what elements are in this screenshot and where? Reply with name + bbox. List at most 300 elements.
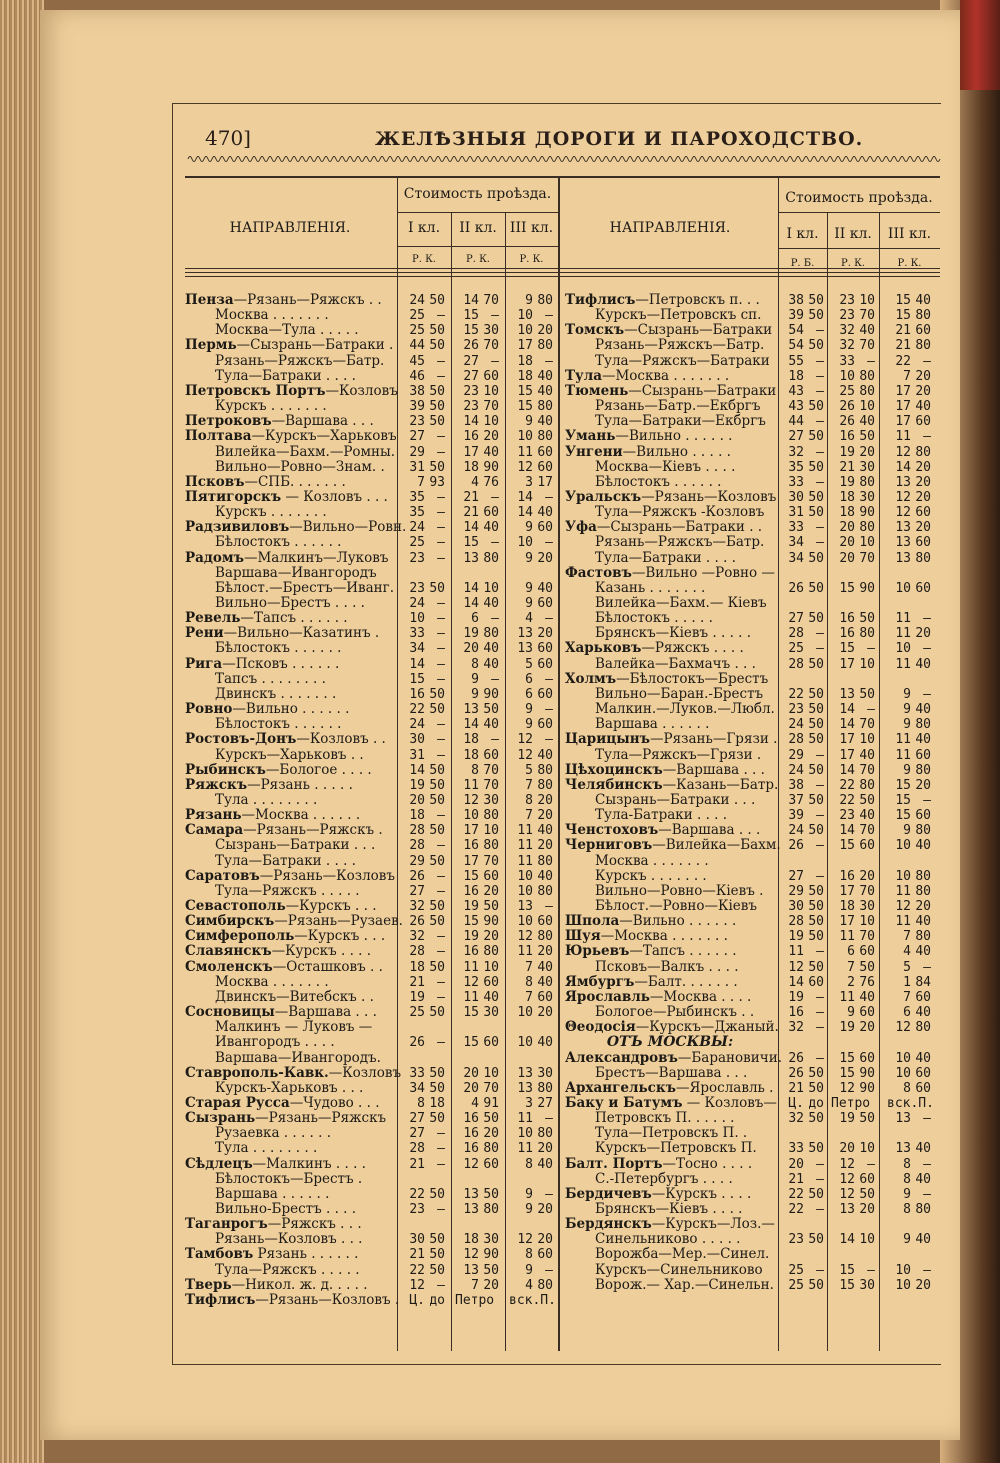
fare-class-2: 23 10: [463, 383, 499, 399]
fare-class-2: 11 70: [839, 929, 875, 945]
fare-class-3: 6 40: [903, 1005, 931, 1021]
right-table-row: [565, 626, 975, 641]
fare-class-2: 12 60: [463, 974, 499, 990]
fare-class-2: 13 50: [463, 1262, 499, 1278]
left-table-row: [185, 869, 593, 884]
fare-class-1: 27 —: [788, 868, 824, 884]
fare-class-3: 22 —: [895, 353, 931, 369]
fare-class-3: 18 40: [517, 368, 553, 384]
fare-class-3: 8 —: [903, 1156, 931, 1172]
route-name: Тула—Батраки—Екбргъ: [595, 413, 766, 430]
fare-class-2: 4 76: [471, 474, 499, 490]
fare-class-1: Ц. до: [788, 1095, 824, 1111]
route-name: Шпола—Вильно . . . . . .: [565, 913, 737, 930]
route-name: Уфа—Сызрань—Батраки . .: [565, 519, 763, 536]
fare-class-1: 39 —: [788, 808, 824, 824]
fare-class-1: 22 50: [409, 1262, 445, 1278]
fare-class-2: 17 10: [839, 914, 875, 930]
fare-class-2: 22 50: [839, 792, 875, 808]
fare-class-3: 10 80: [517, 1126, 553, 1142]
route-name: Бѣлостокъ . . . . . .: [215, 534, 342, 551]
fare-class-1: 35 —: [409, 489, 445, 505]
right-table-row: [565, 338, 975, 353]
fare-class-1: 30 50: [409, 1232, 445, 1248]
fare-class-3: 10 40: [517, 868, 553, 884]
fare-class-2: 19 20: [463, 929, 499, 945]
left-table-row: [185, 1066, 593, 1081]
fare-class-1: 54 50: [788, 338, 824, 354]
route-name: Тюмень—Сызрань—Батраки: [565, 382, 777, 399]
fare-class-1: 22 —: [788, 1202, 824, 1217]
route-name: Тамбовъ Рязань . . . . . .: [185, 1246, 359, 1263]
fare-class-2: 16 20: [463, 883, 499, 899]
fare-class-1: 16 —: [788, 1005, 824, 1021]
right-table-row: [565, 1187, 975, 1202]
fare-class-3: 13 —: [517, 899, 553, 914]
fare-class-1: 26 —: [788, 1050, 824, 1066]
route-name: Курскъ-Харьковъ . . .: [215, 1079, 364, 1096]
fare-class-2: 16 20: [839, 868, 875, 884]
route-name: Бѣлостокъ . . . . .: [595, 610, 713, 627]
fare-class-3: 8 60: [903, 1080, 931, 1096]
route-name: Тула—Петровскъ П. .: [595, 1125, 748, 1142]
route-name: Самара—Рязань—Ряжскъ .: [185, 822, 383, 839]
right-table-row: [565, 748, 975, 763]
route-name: Радомъ—Малкинъ—Луковъ: [185, 549, 389, 566]
fare-class-3: 10 40: [517, 1035, 553, 1051]
right-table-row: [565, 732, 975, 747]
left-table-row: [185, 1126, 593, 1141]
route-name: С.-Петербургъ . . . .: [595, 1170, 733, 1187]
fare-class-2: 26 70: [463, 338, 499, 354]
right-table-row: [565, 960, 975, 975]
route-name: Москва—Кіевъ . . . .: [595, 458, 736, 475]
fare-class-2: 17 40: [839, 747, 875, 763]
fare-class-2: 15 60: [463, 868, 499, 884]
fare-class-2: 20 70: [839, 550, 875, 566]
fare-class-1: 19 —: [788, 989, 824, 1005]
left-table-row: [185, 1217, 593, 1232]
fare-class-1: 26 —: [409, 1035, 445, 1051]
fare-class-3: 13 —: [895, 1111, 931, 1127]
fare-class-2: 23 70: [463, 399, 499, 415]
fare-class-2: 4 91: [471, 1095, 499, 1111]
left-table-row: [185, 445, 593, 460]
fare-class-3: 12 60: [517, 459, 553, 475]
route-name: Тула—Москва . . . . . . .: [565, 367, 730, 384]
route-name: Ревель—Тапсъ . . . . . .: [185, 610, 348, 627]
route-name: Курскъ—Синельниково: [595, 1261, 763, 1278]
route-name: Тула—Ряжскъ -Козловъ: [595, 504, 765, 521]
route-name: Малкинъ — Луковъ —: [215, 1019, 373, 1036]
bookmark-ribbon: [960, 0, 1000, 90]
fare-class-2: 6 —: [471, 611, 499, 627]
fare-class-1: 25 —: [409, 535, 445, 551]
book-page-edges: [0, 0, 44, 1463]
fare-class-2: 15 30: [463, 1005, 499, 1021]
fare-class-1: 23 50: [409, 580, 445, 596]
right-table-row: [565, 445, 975, 460]
fare-class-2: 18 30: [839, 489, 875, 505]
left-table-row: [185, 399, 593, 414]
fare-class-1: 23 —: [409, 550, 445, 566]
fare-class-1: 12 50: [788, 959, 824, 975]
route-name: Тула-Батраки . . . .: [595, 807, 728, 824]
fare-class-3: 15 —: [895, 792, 931, 808]
route-name: Брянскъ—Кіевъ . . . . .: [595, 625, 752, 642]
fare-class-1: 24 —: [409, 596, 445, 611]
fare-class-1: 32 —: [788, 1020, 824, 1036]
fare-class-3: 15 60: [895, 808, 931, 824]
fare-class-3: 21 80: [895, 338, 931, 354]
route-name: Смоленскъ—Осташковъ . .: [185, 958, 383, 975]
fare-class-1: 27 50: [409, 1111, 445, 1127]
fare-class-2: 11 40: [839, 989, 875, 1005]
fare-class-3: вск.П.: [509, 1292, 556, 1308]
route-name: Тула—Ряжскъ—Грязи .: [595, 746, 762, 763]
route-name: Москва . . . . . . .: [215, 973, 329, 990]
fare-class-1: 32 —: [409, 929, 445, 945]
route-name: Варшава—Ивангородъ.: [215, 1049, 381, 1066]
route-name: Москва—Тула . . . . .: [215, 322, 359, 339]
route-name: Ворожба—Мер.—Синел.: [595, 1246, 770, 1263]
left-table-row: [185, 535, 593, 550]
left-table-row: [185, 596, 593, 611]
fare-class-3: 15 80: [895, 308, 931, 324]
route-name: Цѣхоцинскъ—Варшава . . .: [565, 761, 765, 778]
left-table-row: [185, 1263, 593, 1278]
left-table-row: [185, 414, 593, 429]
route-name: Томскъ—Сызрань—Батраки: [565, 322, 773, 339]
fare-class-2: 20 70: [463, 1080, 499, 1096]
fare-class-3: 7 60: [903, 989, 931, 1005]
route-name: Рени—Вильно—Казатинъ .: [185, 625, 380, 642]
left-table-row: [185, 1172, 593, 1187]
fare-class-2: 18 30: [839, 899, 875, 914]
fare-class-2: 20 40: [463, 641, 499, 657]
right-table-row: [565, 641, 975, 656]
route-name: Бердичевъ—Курскъ . . . .: [565, 1185, 752, 1202]
fare-class-3: 15 20: [895, 777, 931, 793]
fare-class-2: 18 30: [463, 1232, 499, 1248]
route-name: Бѣлост.—Ровно—Кіевъ: [595, 898, 757, 914]
fare-class-1: 16 50: [409, 686, 445, 702]
fare-class-3: 10 —: [895, 641, 931, 657]
fare-class-1: 43 50: [788, 399, 824, 415]
fare-class-3: 1 84: [903, 974, 931, 990]
fare-class-3: 11 —: [895, 611, 931, 627]
fare-class-2: 14 40: [463, 520, 499, 536]
fare-class-2: 32 40: [839, 323, 875, 339]
left-table-row: [185, 338, 593, 353]
right-table-row: [565, 323, 975, 338]
left-table-row: [185, 384, 593, 399]
route-name: Варшава . . . . . .: [215, 1185, 330, 1202]
fare-class-1: 33 50: [409, 1065, 445, 1081]
fare-class-1: 30 50: [788, 489, 824, 505]
route-name: Валейка—Бахмачъ . . .: [595, 655, 756, 672]
fare-class-2: 14 40: [463, 596, 499, 611]
right-table-row: [565, 384, 975, 399]
route-name: Петровскъ Портъ—Козловъ: [185, 382, 398, 399]
right-table-row: [565, 1020, 975, 1035]
fare-class-1: 12 —: [409, 1277, 445, 1293]
fare-class-2: 12 —: [839, 1156, 875, 1172]
fare-class-1: 31 —: [409, 747, 445, 763]
right-table-row: [565, 354, 975, 369]
route-name: Тула—Батраки . . . .: [595, 549, 736, 566]
fare-class-3: 10 —: [517, 308, 553, 324]
fare-class-2: 13 20: [839, 1202, 875, 1217]
left-table-row: [185, 778, 593, 793]
route-name: Вильно—Ровно—Знам. .: [215, 458, 385, 475]
page-number: 470]: [205, 126, 251, 150]
left-table-row: [185, 1111, 593, 1126]
fare-class-2: 18 90: [839, 505, 875, 521]
fare-class-2: 14 70: [839, 823, 875, 839]
route-name: Унгени—Вильно . . . . .: [565, 443, 731, 460]
fare-class-1: 25 —: [788, 1262, 824, 1278]
fare-class-2: 27 —: [463, 353, 499, 369]
left-table-row: [185, 460, 593, 475]
fare-class-1: 22 50: [409, 1186, 445, 1202]
fare-class-1: 37 50: [788, 792, 824, 808]
fare-class-1: 25 50: [409, 323, 445, 339]
route-name: Вилейка—Бахм.—Ромны.: [215, 443, 396, 460]
fare-class-3: 9 —: [903, 1186, 931, 1202]
section-heading: ОТЪ МОСКВЫ:: [606, 1034, 734, 1051]
fare-class-3: 7 20: [903, 368, 931, 384]
fare-class-1: 10 —: [409, 611, 445, 627]
fare-class-2: 17 40: [463, 444, 499, 460]
fare-class-3: 11 20: [517, 1141, 553, 1157]
fare-class-3: 10 60: [895, 580, 931, 596]
route-name: Сызрань—Рязань—Ряжскъ: [185, 1110, 387, 1127]
left-table-row: [185, 657, 593, 672]
fare-class-3: 8 60: [525, 1247, 553, 1263]
right-table-row: [565, 596, 975, 611]
right-table-row: [565, 1096, 975, 1111]
route-name: Тула—Батраки . . . .: [215, 852, 356, 869]
fare-class-1: 18 —: [409, 808, 445, 824]
route-name: Курскъ—Петровскъ П.: [595, 1140, 757, 1157]
right-table-row: [565, 717, 975, 732]
route-name: Псковъ—Валкъ . . . .: [595, 958, 739, 975]
right-table-row: [565, 414, 975, 429]
route-name: Баку и Батумъ — Козловъ—: [565, 1094, 777, 1111]
route-name: Тифлисъ—Рязань—Козловъ .: [185, 1291, 400, 1308]
fare-class-1: 31 50: [409, 459, 445, 475]
fare-class-1: 34 —: [788, 535, 824, 551]
right-table-row: [565, 505, 975, 520]
fare-class-2: 16 20: [463, 429, 499, 445]
fare-class-2: 8 70: [471, 762, 499, 778]
fare-class-2: 6 60: [847, 944, 875, 960]
left-table-row: [185, 1202, 593, 1217]
route-name: Бологое—Рыбинскъ . .: [595, 1004, 755, 1021]
fare-class-2: 26 10: [839, 399, 875, 415]
left-fare-header: Стоимость проѣзда.: [403, 186, 552, 202]
right-table-row: [565, 657, 975, 672]
fare-class-2: 11 10: [463, 959, 499, 975]
fare-class-1: 18 —: [788, 368, 824, 384]
left-unit-2: Р. К.: [465, 254, 490, 265]
left-table-row: [185, 308, 593, 323]
route-name: Симферополь—Курскъ . . .: [185, 928, 386, 945]
fare-class-3: 11 40: [895, 656, 931, 672]
fare-class-1: 26 —: [788, 838, 824, 854]
route-name: Ставрополь-Кавк.—Козловъ: [185, 1064, 402, 1081]
fare-class-1: 28 —: [409, 944, 445, 960]
route-name: Тула—Ряжскъ . . . . .: [215, 882, 360, 899]
route-name: Рязань—Козловъ . . .: [215, 1231, 363, 1248]
fare-class-3: 8 40: [903, 1171, 931, 1187]
fare-class-2: 14 10: [463, 580, 499, 596]
fare-class-2: 19 20: [839, 1020, 875, 1036]
left-table-row: [185, 899, 593, 914]
fare-class-3: 10 20: [517, 1005, 553, 1021]
fare-class-1: 24 50: [788, 717, 824, 733]
left-class-1: I кл.: [407, 220, 441, 236]
route-name: Тифлисъ—Петровскъ п. . .: [565, 292, 760, 308]
fare-class-2: 10 80: [839, 368, 875, 384]
left-table-row: [185, 475, 593, 490]
fare-class-3: 3 27: [525, 1095, 553, 1111]
fare-class-2: 18 60: [463, 747, 499, 763]
left-table-row: [185, 1232, 593, 1247]
left-table-row: [185, 717, 593, 732]
fare-class-2: 20 10: [463, 1065, 499, 1081]
right-table-row: [565, 429, 975, 444]
fare-class-1: 26 —: [409, 868, 445, 884]
right-table-row: [565, 369, 975, 384]
fare-class-2: 20 10: [839, 1141, 875, 1157]
fare-class-3: 10 80: [895, 868, 931, 884]
right-table-row: [565, 823, 975, 838]
route-name: Тула—Ряжскъ—Батраки: [595, 352, 770, 369]
fare-class-1: 7 93: [417, 474, 445, 490]
left-table-row: [185, 1035, 593, 1050]
fare-class-3: 13 60: [895, 535, 931, 551]
fare-class-3: 13 20: [895, 474, 931, 490]
fare-class-3: 14 —: [517, 489, 553, 505]
left-table-row: [185, 960, 593, 975]
right-table-row: [565, 1278, 975, 1293]
fare-class-3: 13 20: [517, 626, 553, 642]
fare-class-3: 9 60: [525, 596, 553, 611]
right-table-row: [565, 838, 975, 853]
route-name: Ченстоховъ—Варшава . . .: [565, 822, 761, 839]
fare-class-3: 11 20: [895, 626, 931, 642]
right-table-row: [565, 460, 975, 475]
fare-class-3: 12 80: [517, 929, 553, 945]
fare-class-2: 16 80: [463, 944, 499, 960]
fare-class-2: Петро: [831, 1095, 871, 1111]
route-name: Рязань—Ряжскъ—Батр.: [215, 352, 385, 369]
fare-class-2: 9 90: [471, 686, 499, 702]
route-name: Полтава—Курскъ—Харьковъ: [185, 428, 397, 445]
fare-class-2: 17 10: [839, 656, 875, 672]
fare-class-3: 10 40: [895, 838, 931, 854]
fare-class-2: 7 20: [471, 1277, 499, 1293]
right-table-row: [565, 869, 975, 884]
fare-class-3: 11 80: [517, 853, 553, 869]
left-table-row: [185, 763, 593, 778]
fare-class-2: 16 50: [839, 611, 875, 627]
fare-class-3: 15 40: [517, 383, 553, 399]
fare-class-3: 9 40: [525, 414, 553, 430]
fare-class-2: 13 50: [463, 1186, 499, 1202]
fare-table: [185, 176, 940, 1351]
right-table-row: [565, 1081, 975, 1096]
route-name: Варшава—Ивангородъ: [215, 564, 377, 581]
route-name: Тапсъ . . . . . . . .: [215, 670, 326, 687]
right-table-row: [565, 1232, 975, 1247]
left-table-row: [185, 505, 593, 520]
fare-class-3: 11 20: [517, 944, 553, 960]
left-directions-header: НАПРАВЛЕНІЯ.: [229, 220, 351, 236]
fare-class-1: 26 50: [788, 580, 824, 596]
right-table-row: [565, 1126, 975, 1141]
fare-class-1: 24 50: [788, 762, 824, 778]
fare-class-2: 13 50: [839, 686, 875, 702]
fare-class-2: 12 90: [463, 1247, 499, 1263]
route-name: Москва . . . . . . .: [215, 307, 329, 324]
route-name: Уральскъ—Рязань—Козловъ: [565, 488, 777, 505]
fare-class-3: 21 60: [895, 323, 931, 339]
fare-class-3: 12 40: [517, 747, 553, 763]
fare-class-3: 14 20: [895, 459, 931, 475]
fare-class-1: 32 50: [409, 899, 445, 914]
fare-class-3: 17 40: [895, 399, 931, 415]
fare-class-1: 11 —: [788, 944, 824, 960]
fare-class-2: 10 80: [463, 808, 499, 824]
fare-class-3: 7 80: [525, 777, 553, 793]
route-name: Тула—Ряжскъ . . . . .: [215, 1261, 360, 1278]
left-table-row: [185, 293, 593, 308]
route-name: Юрьевъ—Тапсъ . . . . . .: [565, 943, 737, 960]
route-name: Петровскъ П. . . . . .: [595, 1110, 735, 1127]
fare-class-1: 25 —: [788, 641, 824, 657]
route-name: Рязань—Ряжскъ—Батр.: [595, 337, 765, 354]
left-table-row: [185, 1141, 593, 1156]
fare-class-2: 15 30: [463, 323, 499, 339]
fare-class-1: 33 50: [788, 1141, 824, 1157]
fare-class-2: 25 80: [839, 383, 875, 399]
fare-class-1: 55 —: [788, 353, 824, 369]
fare-class-3: 9 40: [525, 580, 553, 596]
left-table-row: [185, 581, 593, 596]
right-class-2: II кл.: [834, 226, 872, 242]
fare-class-2: 2 76: [847, 974, 875, 990]
route-name: Старая Русса—Чудово . . .: [185, 1094, 380, 1111]
fare-class-1: 31 50: [788, 505, 824, 521]
fare-class-1: 20 —: [788, 1156, 824, 1172]
fare-class-2: 20 10: [839, 535, 875, 551]
left-table-row: [185, 884, 593, 899]
left-class-2: II кл.: [459, 220, 497, 236]
route-name: Малкин.—Луков.—Любл.: [595, 701, 775, 718]
fare-class-3: 12 80: [895, 1020, 931, 1036]
left-table-row: [185, 520, 593, 535]
fare-class-3: 11 —: [895, 429, 931, 445]
route-name: Шуя—Москва . . . . . . .: [565, 928, 728, 945]
route-name: Брянскъ—Кіевъ . . . .: [595, 1201, 743, 1217]
fare-class-1: 28 50: [409, 823, 445, 839]
fare-class-2: 15 90: [463, 914, 499, 930]
fare-class-2: 19 20: [839, 444, 875, 460]
left-table-row: [185, 687, 593, 702]
